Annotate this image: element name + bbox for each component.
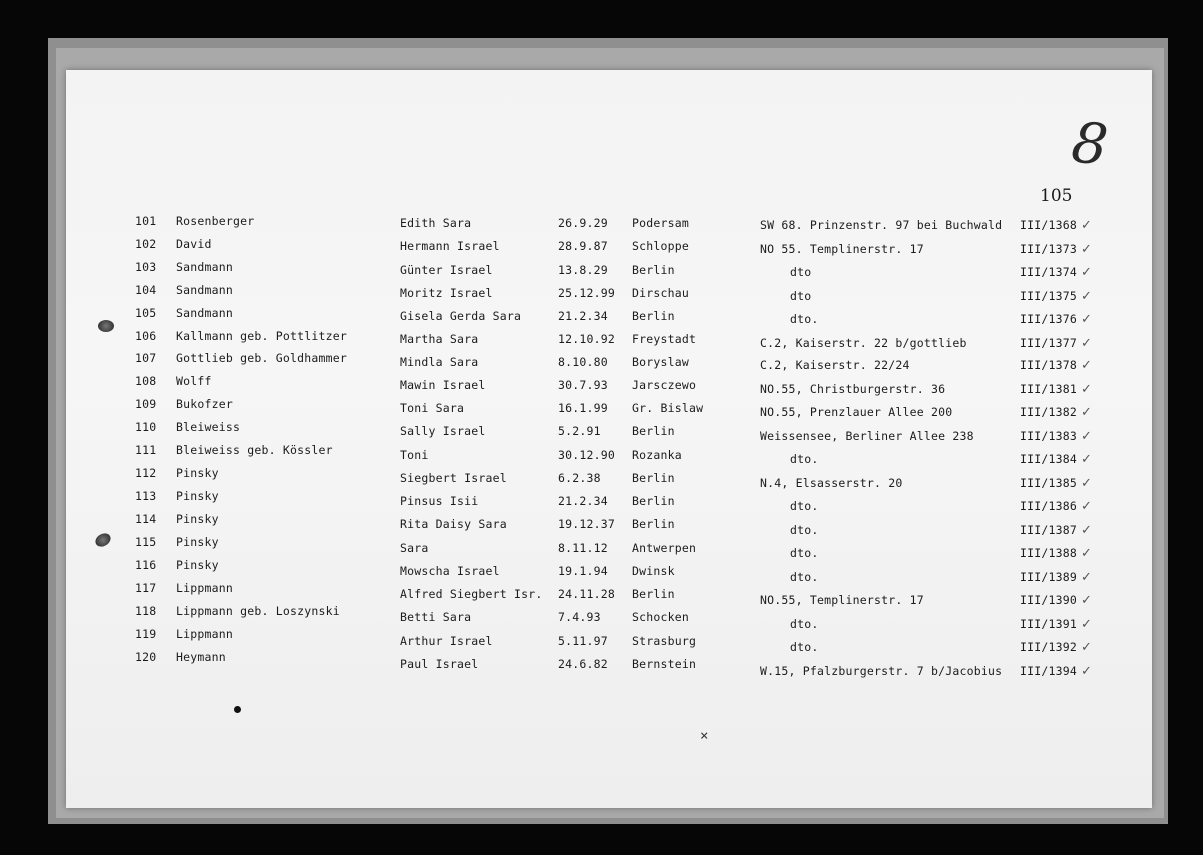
check-mark-icon: ✓: [1081, 218, 1093, 233]
table-row: [0, 535, 1203, 561]
check-mark-icon: ✓: [1081, 429, 1093, 444]
row-number: 109: [135, 397, 157, 411]
table-row: [0, 627, 1203, 655]
table-row: [0, 581, 1203, 608]
birth-date-cell: 24.6.82: [558, 657, 608, 671]
surname-cell: Lippmann geb. Loszynski: [176, 604, 340, 618]
table-row: [0, 260, 1203, 282]
pencil-mark: ⨯: [700, 728, 709, 744]
birth-place-cell: Strasburg: [632, 634, 697, 648]
surname-cell: Bleiweiss: [176, 420, 241, 434]
surname-cell: Sandmann: [176, 306, 233, 320]
check-mark-icon: ✓: [1081, 476, 1093, 491]
table-row: [0, 329, 1203, 351]
reference-cell: III/1368: [1020, 218, 1077, 232]
address-cell: NO 55. Templinerstr. 17: [760, 242, 924, 256]
birth-date-cell: 5.11.97: [558, 634, 608, 648]
address-cell: dto: [790, 265, 812, 279]
reference-cell: III/1389: [1020, 570, 1077, 584]
given-name-cell: Toni: [400, 448, 429, 462]
surname-cell: Pinsky: [176, 558, 219, 572]
given-name-cell: Pinsus Isii: [400, 494, 479, 508]
birth-place-cell: Berlin: [632, 517, 675, 531]
birth-date-cell: 8.10.80: [558, 355, 608, 369]
birth-date-cell: 25.12.99: [558, 286, 615, 300]
birth-date-cell: 16.1.99: [558, 401, 608, 415]
check-mark-icon: ✓: [1081, 617, 1093, 632]
surname-cell: Wolff: [176, 374, 212, 388]
surname-cell: Bukofzer: [176, 397, 233, 411]
given-name-cell: Toni Sara: [400, 401, 465, 415]
birth-place-cell: Gr. Bislaw: [632, 401, 704, 415]
table-row: [0, 650, 1203, 679]
check-mark-icon: ✓: [1081, 289, 1093, 304]
surname-cell: Heymann: [176, 650, 226, 664]
birth-date-cell: 19.1.94: [558, 564, 608, 578]
surname-cell: Pinsky: [176, 466, 219, 480]
ink-dot: [234, 706, 241, 713]
table-row: [0, 237, 1203, 259]
address-cell: C.2, Kaiserstr. 22/24: [760, 358, 910, 372]
birth-place-cell: Dirschau: [632, 286, 689, 300]
row-number: 117: [135, 581, 157, 595]
table-row: [0, 466, 1203, 491]
row-number: 102: [135, 237, 157, 251]
given-name-cell: Moritz Israel: [400, 286, 493, 300]
row-number: 106: [135, 329, 157, 343]
surname-cell: Sandmann: [176, 283, 233, 297]
given-name-cell: Arthur Israel: [400, 634, 493, 648]
birth-date-cell: 26.9.29: [558, 216, 608, 230]
check-mark-icon: ✓: [1081, 312, 1093, 327]
birth-place-cell: Schloppe: [632, 239, 689, 253]
surname-cell: Bleiweiss geb. Kössler: [176, 443, 333, 457]
reference-cell: III/1374: [1020, 265, 1077, 279]
surname-cell: Pinsky: [176, 512, 219, 526]
reference-cell: III/1385: [1020, 476, 1077, 490]
surname-cell: Kallmann geb. Pottlitzer: [176, 329, 347, 343]
thumbprint-mark: [98, 320, 114, 332]
table-row: [0, 604, 1203, 632]
surname-cell: Pinsky: [176, 535, 219, 549]
row-number: 104: [135, 283, 157, 297]
birth-date-cell: 30.7.93: [558, 378, 608, 392]
birth-place-cell: Bernstein: [632, 657, 697, 671]
surname-cell: Sandmann: [176, 260, 233, 274]
address-cell: dto.: [790, 523, 819, 537]
address-cell: NO.55, Christburgerstr. 36: [760, 382, 946, 396]
surname-cell: Gottlieb geb. Goldhammer: [176, 351, 347, 365]
surname-cell: Pinsky: [176, 489, 219, 503]
birth-place-cell: Berlin: [632, 424, 675, 438]
birth-place-cell: Freystadt: [632, 332, 697, 346]
given-name-cell: Sally Israel: [400, 424, 486, 438]
birth-place-cell: Berlin: [632, 263, 675, 277]
surname-cell: Lippmann: [176, 627, 233, 641]
given-name-cell: Martha Sara: [400, 332, 479, 346]
row-number: 120: [135, 650, 157, 664]
row-number: 116: [135, 558, 157, 572]
row-number: 119: [135, 627, 157, 641]
birth-date-cell: 28.9.87: [558, 239, 608, 253]
given-name-cell: Mindla Sara: [400, 355, 479, 369]
birth-place-cell: Podersam: [632, 216, 689, 230]
birth-date-cell: 21.2.34: [558, 309, 608, 323]
given-name-cell: Paul Israel: [400, 657, 479, 671]
reference-cell: III/1386: [1020, 499, 1077, 513]
check-mark-icon: ✓: [1081, 336, 1093, 351]
address-cell: dto.: [790, 312, 819, 326]
reference-cell: III/1381: [1020, 382, 1077, 396]
address-cell: NO.55, Prenzlauer Allee 200: [760, 405, 953, 419]
table-row: [0, 558, 1203, 585]
table-row: [0, 489, 1203, 514]
birth-date-cell: 5.2.91: [558, 424, 601, 438]
table-row: [0, 283, 1203, 305]
row-number: 115: [135, 535, 157, 549]
reference-cell: III/1382: [1020, 405, 1077, 419]
birth-date-cell: 24.11.28: [558, 587, 615, 601]
page-number: 105: [1040, 186, 1073, 206]
row-number: 111: [135, 443, 157, 457]
row-number: 101: [135, 214, 157, 228]
surname-cell: David: [176, 237, 212, 251]
check-mark-icon: ✓: [1081, 382, 1093, 397]
check-mark-icon: ✓: [1081, 405, 1093, 420]
check-mark-icon: ✓: [1081, 452, 1093, 467]
check-mark-icon: ✓: [1081, 265, 1093, 280]
address-cell: C.2, Kaiserstr. 22 b/gottlieb: [760, 336, 967, 350]
table-row: [0, 351, 1203, 373]
reference-cell: III/1391: [1020, 617, 1077, 631]
check-mark-icon: ✓: [1081, 242, 1093, 257]
birth-date-cell: 13.8.29: [558, 263, 608, 277]
address-cell: dto.: [790, 640, 819, 654]
table-row: [0, 306, 1203, 328]
handwritten-mark: 8: [1068, 110, 1111, 179]
birth-date-cell: 7.4.93: [558, 610, 601, 624]
given-name-cell: Mowscha Israel: [400, 564, 500, 578]
given-name-cell: Gisela Gerda Sara: [400, 309, 522, 323]
birth-place-cell: Berlin: [632, 309, 675, 323]
table-row: [0, 443, 1203, 465]
reference-cell: III/1394: [1020, 664, 1077, 678]
row-number: 114: [135, 512, 157, 526]
given-name-cell: Sara: [400, 541, 429, 555]
row-number: 103: [135, 260, 157, 274]
address-cell: dto: [790, 289, 812, 303]
table-row: [0, 397, 1203, 419]
surname-cell: Lippmann: [176, 581, 233, 595]
reference-cell: III/1384: [1020, 452, 1077, 466]
reference-cell: III/1377: [1020, 336, 1077, 350]
row-number: 113: [135, 489, 157, 503]
birth-place-cell: Berlin: [632, 494, 675, 508]
address-cell: dto.: [790, 617, 819, 631]
address-cell: N.4, Elsasserstr. 20: [760, 476, 903, 490]
row-number: 110: [135, 420, 157, 434]
address-cell: dto.: [790, 452, 819, 466]
given-name-cell: Edith Sara: [400, 216, 472, 230]
table-row: [0, 214, 1203, 236]
address-cell: NO.55, Templinerstr. 17: [760, 593, 924, 607]
check-mark-icon: ✓: [1081, 664, 1093, 679]
given-name-cell: Rita Daisy Sara: [400, 517, 507, 531]
reference-cell: III/1378: [1020, 358, 1077, 372]
row-number: 107: [135, 351, 157, 365]
address-cell: dto.: [790, 570, 819, 584]
table-row: [0, 512, 1203, 538]
address-cell: dto.: [790, 499, 819, 513]
reference-cell: III/1383: [1020, 429, 1077, 443]
row-number: 105: [135, 306, 157, 320]
address-cell: W.15, Pfalzburgerstr. 7 b/Jacobius: [760, 664, 1003, 678]
row-number: 108: [135, 374, 157, 388]
reference-cell: III/1392: [1020, 640, 1077, 654]
check-mark-icon: ✓: [1081, 358, 1093, 373]
surname-cell: Rosenberger: [176, 214, 255, 228]
check-mark-icon: ✓: [1081, 593, 1093, 608]
reference-cell: III/1387: [1020, 523, 1077, 537]
reference-cell: III/1373: [1020, 242, 1077, 256]
reference-cell: III/1376: [1020, 312, 1077, 326]
check-mark-icon: ✓: [1081, 523, 1093, 538]
birth-date-cell: 6.2.38: [558, 471, 601, 485]
birth-place-cell: Berlin: [632, 471, 675, 485]
birth-place-cell: Boryslaw: [632, 355, 689, 369]
birth-place-cell: Rozanka: [632, 448, 682, 462]
birth-place-cell: Jarsczewo: [632, 378, 697, 392]
given-name-cell: Günter Israel: [400, 263, 493, 277]
birth-date-cell: 30.12.90: [558, 448, 615, 462]
given-name-cell: Siegbert Israel: [400, 471, 507, 485]
birth-place-cell: Berlin: [632, 587, 675, 601]
reference-cell: III/1375: [1020, 289, 1077, 303]
reference-cell: III/1388: [1020, 546, 1077, 560]
table-row: [0, 420, 1203, 442]
check-mark-icon: ✓: [1081, 570, 1093, 585]
row-number: 118: [135, 604, 157, 618]
given-name-cell: Hermann Israel: [400, 239, 500, 253]
check-mark-icon: ✓: [1081, 499, 1093, 514]
given-name-cell: Alfred Siegbert Isr.: [400, 587, 543, 601]
address-cell: dto.: [790, 546, 819, 560]
address-cell: Weissensee, Berliner Allee 238: [760, 429, 974, 443]
given-name-cell: Mawin Israel: [400, 378, 486, 392]
row-number: 112: [135, 466, 157, 480]
birth-date-cell: 8.11.12: [558, 541, 608, 555]
check-mark-icon: ✓: [1081, 640, 1093, 655]
given-name-cell: Betti Sara: [400, 610, 472, 624]
birth-date-cell: 12.10.92: [558, 332, 615, 346]
birth-place-cell: Schocken: [632, 610, 689, 624]
birth-date-cell: 21.2.34: [558, 494, 608, 508]
birth-place-cell: Dwinsk: [632, 564, 675, 578]
address-cell: SW 68. Prinzenstr. 97 bei Buchwald: [760, 218, 1003, 232]
reference-cell: III/1390: [1020, 593, 1077, 607]
table-row: [0, 374, 1203, 396]
birth-place-cell: Antwerpen: [632, 541, 697, 555]
check-mark-icon: ✓: [1081, 546, 1093, 561]
birth-date-cell: 19.12.37: [558, 517, 615, 531]
